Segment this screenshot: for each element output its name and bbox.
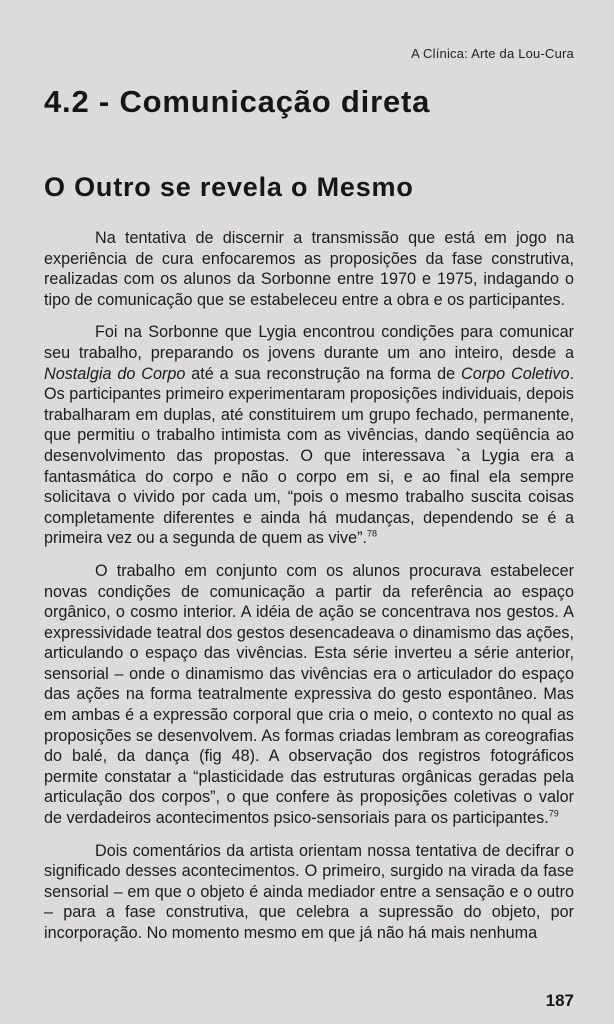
paragraph-3 (44, 561, 574, 829)
paragraph-2-part-c: . Os participantes primeiro experimentaram proposições individuais, depois trabalharam em duplas, até constituirem um grupo fechado, permanente, que permitiu o trabalho intimista com as vivências, dando seqüência ao desenvolvimento das propostas. O que interessava `a Lygia era a fantasmática do corpo e não o corpo em si, e ao final ela sempre solicitava o vivido por cada um, “pois o mesmo trabalho suscita coisas completamente diferentes e ainda há mudanças, dependendo se é a primeira vez ou a segunda de quem as vive”. (44, 364, 574, 548)
paragraph-3-text: O trabalho em conjunto com os alunos procurava estabelecer novas condições de comunicação a partir da referência ao espaço orgânico, o cosmo interior. A idéia de ação se concentrava nos gestos. A expressividade teatral dos gestos desencadeava o dinamismo das ações, articulando o espaço das vivências. Esta série inverteu a série anterior, sensorial – onde o dinamismo das vivências era o articulador do espaço das ações na forma teatralmente expressiva do gesto espontâneo. Mas em ambas é a expressão corporal que cria o meio, o contexto no qual as proposições se desenvolvem. As formas criadas lembram as coreografias do balé, da dança (fig 48). A observação dos registros fotográficos permite constatar a “plasticidade das estruturas orgânicas geradas pela articulação dos corpos”, o que confere às proposições coletivas o valor de verdadeiros acontecimentos psico-sensoriais para os participantes. (44, 561, 574, 828)
page-number: 187 (545, 991, 574, 1010)
running-header: A Clínica: Arte da Lou-Cura (411, 46, 574, 61)
footnote-ref-79[interactable]: 79 (548, 808, 559, 819)
paragraph-1: Na tentativa de discernir a transmissão que está em jogo na experiência de cura enfocaremos as proposições da fase construtiva, realizadas com os alunos da Sorbonne entre 1970 e 1975, indagando o tipo de comunicação que se estabeleceu entre a obra e os participantes. (44, 229, 574, 309)
paragraph-4: Dois comentários da artista orientam nossa tentativa de decifrar o significado desses acontecimentos. O primeiro, surgido na virada da fase sensorial – em que o objeto é ainda mediador entre a sensação e o outro – para a fase construtiva, que celebra a supressão do objeto, por incorporação. No momento mesmo em que já não há mais nenhuma (44, 841, 574, 942)
chapter-title: 4.2 - Comunicação direta (44, 84, 431, 119)
work-title-corpo-coletivo: Corpo Coletivo (461, 364, 570, 383)
body-text (44, 228, 574, 956)
paragraph-2-part-b: até a sua reconstrução na forma de (185, 364, 462, 383)
paragraph-2-part-a: Foi na Sorbonne que Lygia encontrou condições para comunicar seu trabalho, preparando os jovens durante um ano inteiro, desde a (44, 323, 574, 362)
footnote-ref-78[interactable]: 78 (367, 528, 378, 539)
section-title: O Outro se revela o Mesmo (44, 172, 414, 202)
work-title-nostalgia: Nostalgia do Corpo (44, 364, 186, 383)
paragraph-2 (44, 322, 574, 549)
